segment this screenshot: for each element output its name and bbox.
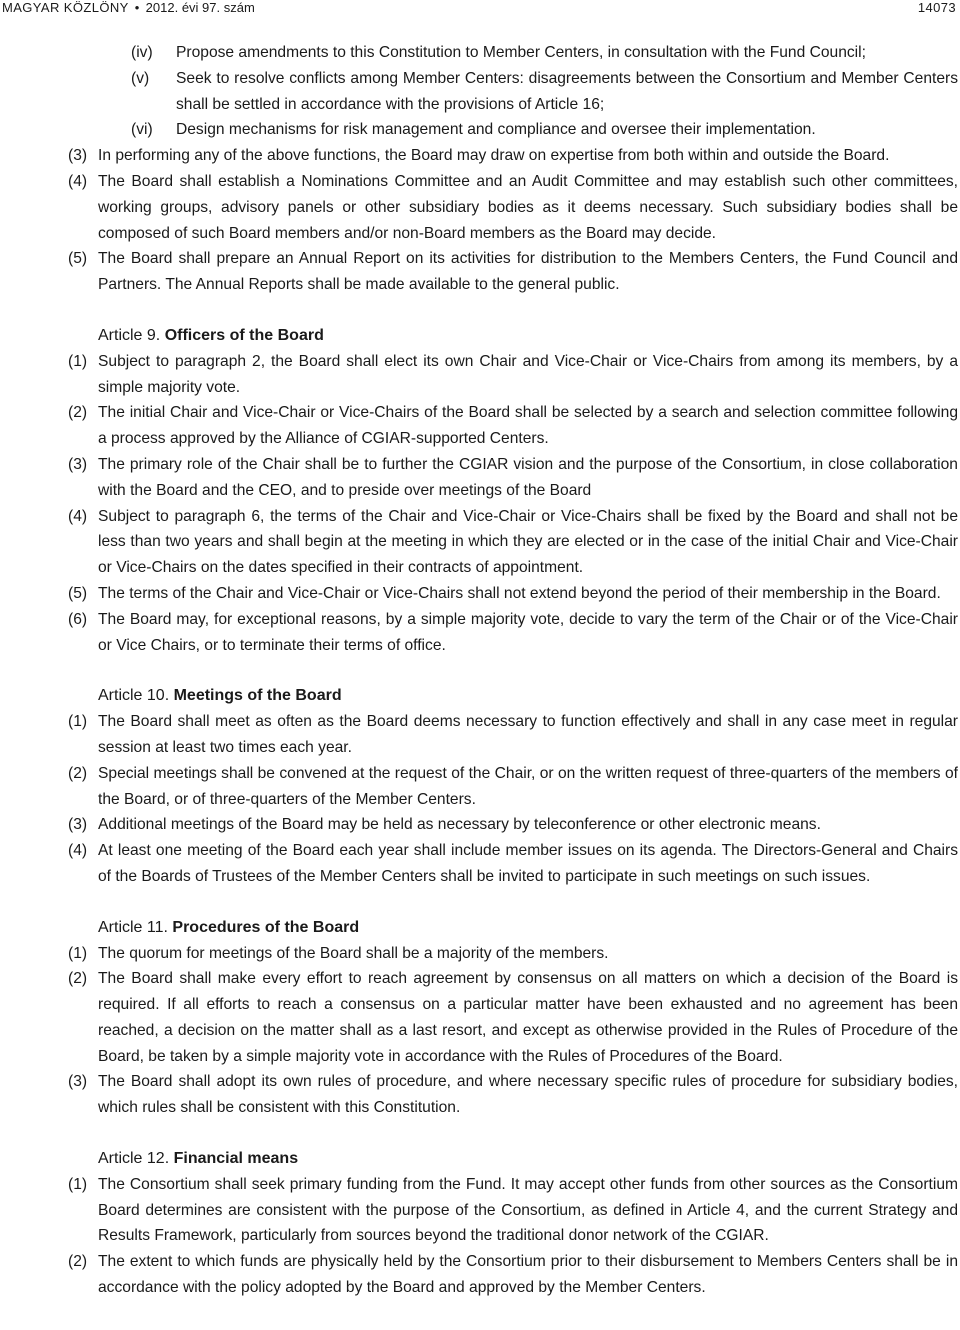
item-number: (1) [68, 944, 88, 962]
article-heading [0, 915, 958, 941]
article-title: Meetings of the Board [173, 687, 342, 705]
article-heading [0, 323, 958, 349]
item-text: Subject to paragraph 6, the terms of the Chair and Vice-Chair or Vice-Chairs shall be fixed by the Board and shall not be less than two years and shall begin at the meeting in which they are elected or in the case of the initial Chair and Vice-Chair or Vice-Chairs on the dates specified in their contracts of appointment. [98, 507, 958, 577]
item-text: The initial Chair and Vice-Chair or Vice-Chairs of the Board shall be selected by a search and selection committee following a process approved by the Alliance of CGIAR-supported Centers. [98, 404, 958, 448]
paragraph [0, 143, 958, 169]
item-text: The Consortium shall seek primary funding from the Fund. It may accept other funds from other sources as the Consortium Board determines are consistent with the purpose of the Consortium, as defined in Article 4, and the current Strategy and Results Framework, particularly from sources beyond the traditional donor network of the CGIAR. [98, 1175, 958, 1245]
item-number: (4) [68, 842, 88, 860]
item-number: (2) [68, 1253, 88, 1271]
article-section [0, 683, 958, 889]
paragraph [0, 581, 958, 607]
item-text: Subject to paragraph 2, the Board shall elect its own Chair and Vice-Chair or Vice-Chairs from among its members, by a simple majority vote. [98, 352, 958, 396]
item-number: (iv) [131, 44, 153, 61]
article-heading [0, 1146, 958, 1172]
journal-title: MAGYAR KÖZLÖNY [2, 0, 129, 15]
item-number: (1) [68, 1175, 88, 1193]
paragraph [0, 966, 958, 1069]
item-text: The Board shall make every effort to reach agreement by consensus on all matters on which a decision of the Board is required. If all efforts to reach a consensus on a particular matter have been exhausted and no agreement has been reached, a decision on the matter shall as a last resort, and except as otherwise provided in the Rules of Procedure of the Board, be taken by a simple majority vote in accordance with the Rules of Procedures of the Board. [98, 970, 958, 1065]
page-header [0, 0, 960, 16]
item-text: The quorum for meetings of the Board shall be a majority of the members. [98, 944, 609, 962]
item-number: (1) [68, 713, 88, 731]
paragraph [0, 1172, 958, 1249]
item-number: (3) [68, 147, 88, 165]
item-number: (3) [68, 1073, 88, 1091]
item-text: The primary role of the Chair shall be to further the CGIAR vision and the purpose of the Consortium, in close collaboration with the Board and the CEO, and to preside over meetings of the Board [98, 455, 958, 499]
paragraph [0, 761, 958, 813]
item-number: (2) [68, 764, 88, 782]
document-body [0, 40, 958, 1301]
item-number: (1) [68, 352, 88, 370]
item-text: In performing any of the above functions, the Board may draw on expertise from both within and outside the Board. [98, 147, 890, 165]
issue-label: 2012. évi 97. szám [145, 0, 255, 15]
item-number: (5) [68, 584, 88, 602]
item-text: The Board shall adopt its own rules of procedure, and where necessary specific rules of procedure for subsidiary bodies, which rules shall be consistent with this Constitution. [98, 1073, 958, 1117]
item-text: Special meetings shall be convened at the request of the Chair, or on the written request of three-quarters of the members of the Board, or of three-quarters of the Member Centers. [98, 764, 958, 808]
article-title: Officers of the Board [164, 326, 324, 344]
paragraph [0, 169, 958, 246]
item-text: Design mechanisms for risk management and compliance and oversee their implementation. [176, 121, 816, 139]
item-text: The Board shall prepare an Annual Report on its activities for distribution to the Members Centers, the Fund Council and Partners. The Annual Reports shall be made available to the general public. [98, 250, 958, 294]
item-number: (v) [131, 69, 150, 87]
article-label: Article 11. [98, 918, 168, 936]
item-text: The terms of the Chair and Vice-Chair or Vice-Chairs shall not extend beyond the period of their membership in the Board. [98, 584, 941, 602]
item-text: The Board shall meet as often as the Board deems necessary to function effectively and shall in any case meet in regular session at least two times each year. [98, 713, 958, 756]
item-number: (4) [68, 172, 88, 190]
paragraph [0, 1069, 958, 1121]
item-text: Additional meetings of the Board may be held as necessary by teleconference or other electronic means. [98, 816, 821, 834]
article-heading [0, 683, 958, 709]
item-number: (5) [68, 250, 88, 268]
intro-sub-items [0, 40, 958, 143]
articles [0, 323, 958, 1301]
paragraph [0, 246, 958, 298]
item-text: The extent to which funds are physically held by the Consortium prior to their disbursement to Members Centers shall be in accordance with the policy adopted by the Board and approved by the Member Centers. [98, 1253, 958, 1297]
item-text: The Board may, for exceptional reasons, by a simple majority vote, decide to vary the term of the Chair or of the Vice-Chair or Vice Chairs, or to terminate their terms of office. [98, 610, 958, 654]
paragraph [0, 607, 958, 659]
paragraph [0, 452, 958, 504]
item-number: (4) [68, 507, 88, 525]
paragraph [0, 812, 958, 838]
item-number: (3) [68, 816, 88, 834]
paragraph [0, 400, 958, 452]
item-number: (6) [68, 610, 88, 628]
paragraph [0, 504, 958, 581]
sub-item [0, 40, 958, 66]
article-title: Procedures of the Board [172, 918, 360, 936]
paragraph [0, 709, 958, 761]
article-section [0, 1146, 958, 1301]
sub-item [0, 66, 958, 118]
header-journal-info [2, 0, 255, 16]
article-label: Article 9. [98, 326, 161, 344]
item-text: At least one meeting of the Board each year shall include member issues on its agenda. The Directors-General and Chairs of the Boards of Trustees of the Member Centers shall be invited to participate in such meetings on such issues. [98, 842, 958, 885]
paragraph [0, 349, 958, 401]
sub-item [0, 117, 958, 143]
header-separator: • [134, 0, 140, 15]
article-section [0, 323, 958, 658]
page-number: 14073 [917, 0, 956, 15]
paragraph [0, 838, 958, 890]
article-title: Financial means [173, 1150, 299, 1168]
item-number: (2) [68, 404, 88, 422]
intro-paragraphs [0, 143, 958, 298]
item-text: Seek to resolve conflicts among Member Centers: disagreements between the Consortium and Member Centers shall be settled in accordance with the provisions of Article 16; [176, 69, 958, 113]
article-label: Article 12. [98, 1150, 170, 1168]
paragraph [0, 941, 958, 967]
item-text: The Board shall establish a Nominations Committee and an Audit Committee and may establish such other committees, working groups, advisory panels or other subsidiary bodies as it deems necessary. Such subsidiary bodies shall be composed of such Board members and/or non-Board members as the Board may decide. [98, 172, 958, 242]
paragraph [0, 1249, 958, 1301]
item-number: (vi) [131, 121, 153, 139]
item-number: (3) [68, 455, 88, 473]
item-text: Propose amendments to this Constitution to Member Centers, in consultation with the Fund Council; [176, 44, 866, 61]
article-section [0, 915, 958, 1121]
item-number: (2) [68, 970, 88, 988]
article-label: Article 10. [98, 687, 170, 705]
